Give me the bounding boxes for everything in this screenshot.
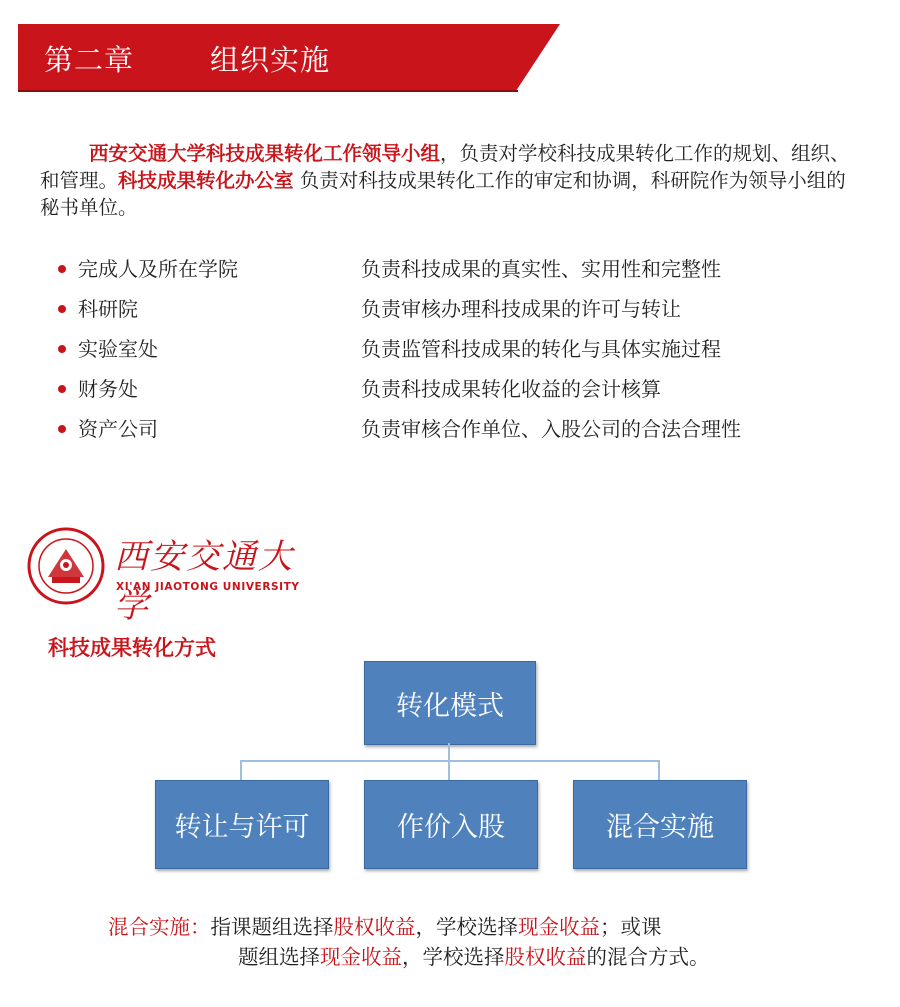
section-title: 科技成果转化方式 [48, 636, 216, 660]
mixed-implementation-note [108, 912, 710, 972]
role-label: 实验室处 [78, 337, 158, 361]
duty-text: 负责科技成果的真实性、实用性和完整性 [361, 257, 721, 281]
root-node: 转化模式 [364, 661, 536, 745]
list-item [58, 253, 858, 293]
summary-line-2 [108, 942, 710, 972]
university-en-name: XI'AN JIAOTONG UNIVERSITY [116, 581, 300, 593]
duty-text: 负责审核办理科技成果的许可与转让 [361, 297, 681, 321]
responsibility-list [58, 253, 858, 453]
summary-text: ；或课 [600, 915, 662, 939]
list-item [58, 333, 858, 373]
connector-right [658, 760, 660, 780]
intro-text-1: ，负责对学校科技成果转化工作的规划、组织、和管理。 [40, 142, 850, 192]
summary-text: ，学校选择 [402, 945, 505, 969]
list-item [58, 413, 858, 453]
role-label: 资产公司 [78, 417, 158, 441]
child-node-equity: 作价入股 [364, 780, 538, 869]
role-label: 财务处 [78, 377, 138, 401]
chapter-title: 组织实施 [210, 43, 331, 77]
child-node-transfer: 转让与许可 [155, 780, 329, 869]
role-label: 完成人及所在学院 [78, 257, 238, 281]
bullet-icon [58, 265, 66, 273]
duty-text: 负责审核合作单位、入股公司的合法合理性 [361, 417, 741, 441]
connector-middle [448, 760, 450, 780]
leader-group-name: 西安交通大学科技成果转化工作领导小组 [89, 142, 441, 165]
duty-text: 负责监管科技成果的转化与具体实施过程 [361, 337, 721, 361]
summary-label: 混合实施： [108, 915, 211, 939]
duty-text: 负责科技成果转化收益的会计核算 [361, 377, 661, 401]
cash-income: 现金收益 [320, 945, 402, 969]
summary-line-1 [108, 912, 710, 942]
office-name: 科技成果转化办公室 [118, 169, 294, 192]
chapter-number: 第二章 [44, 43, 135, 77]
summary-text: 题组选择 [238, 945, 320, 969]
bullet-icon [58, 345, 66, 353]
intro-text-2: 负责对科技成果转化工作的审定和协调，科研院作为领导小组的秘书单位。 [40, 169, 846, 219]
university-cn-name: 西安交通大学 [114, 537, 294, 626]
intro-paragraph [40, 140, 865, 221]
equity-income: 股权收益 [504, 945, 587, 969]
banner-shadow [18, 90, 518, 92]
list-item [58, 293, 858, 333]
bullet-icon [58, 425, 66, 433]
summary-text: 的混合方式。 [586, 945, 710, 969]
connector-root [448, 743, 450, 761]
university-logo [26, 525, 316, 626]
cash-income: 现金收益 [518, 915, 600, 939]
role-label: 科研院 [78, 297, 138, 321]
bullet-icon [58, 385, 66, 393]
list-item [58, 373, 858, 413]
equity-income: 股权收益 [333, 915, 416, 939]
bullet-icon [58, 305, 66, 313]
child-node-mixed: 混合实施 [573, 780, 747, 869]
connector-horizontal [240, 760, 660, 762]
summary-text: ，学校选择 [415, 915, 518, 939]
summary-text: 指课题组选择 [210, 915, 334, 939]
connector-left [240, 760, 242, 780]
